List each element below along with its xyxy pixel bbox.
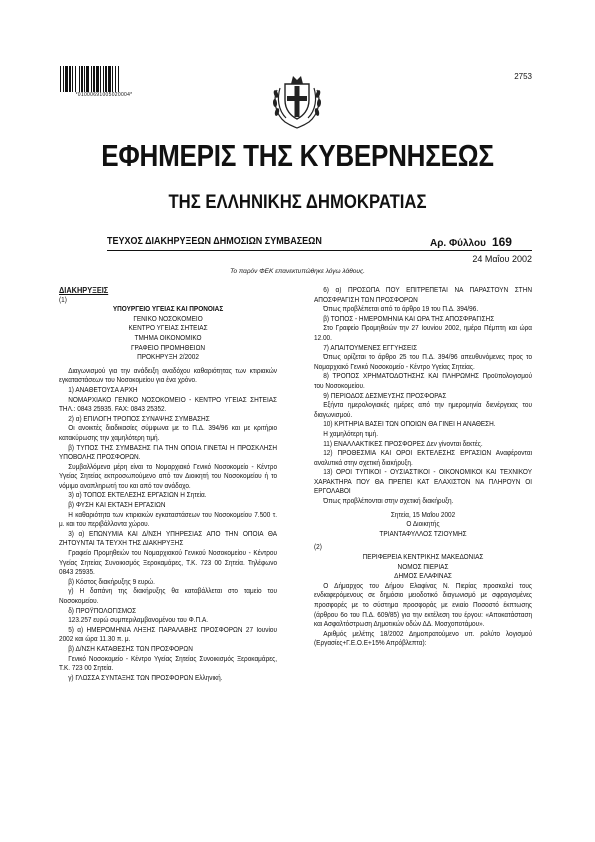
sheet-number-block [430, 235, 512, 249]
authority-line: ΓΕΝΙΚΟ ΝΟΣΟΚΟΜΕΙΟ [133, 315, 203, 323]
notice-paragraph: Οι ανοικτές διαδικασίες σύμφωνα με το Π.Δ. 394/96 και με κριτήριο κατακύρωσης την χαμηλότερη τιμή. [59, 425, 278, 442]
barcode-number: *01000691005020004* [75, 92, 133, 98]
authority-line: ΚΕΝΤΡΟ ΥΓΕΙΑΣ ΣΗΤΕΙΑΣ [128, 325, 208, 333]
place-date: Σητεία, 15 Μαΐου 2002 [390, 511, 456, 519]
notice-paragraph: γ) ΓΛΩΣΣΑ ΣΥΝΤΑΞΗΣ ΤΩΝ ΠΡΟΣΦΟΡΩΝ Ελληνική. [68, 674, 223, 682]
notice-paragraph: β) ΤΟΠΟΣ - ΗΜΕΡΟΜΗΝΙΑ ΚΑΙ ΩΡΑ ΤΗΣ ΑΠΟΣΦΡΑΓΙΣΗΣ [323, 315, 495, 323]
notice-paragraph: 8) ΤΡΟΠΟΣ ΧΡΗΜΑΤΟΔΟΤΗΣΗΣ ΚΑΙ ΠΛΗΡΩΜΗΣ Προϋπολογισμού του Νοσοκομείου. [314, 373, 533, 390]
notice-paragraph: Αριθμός μελέτης 18/2002 Δημοπρατούμενο υπ. ρολύτο λογισμού (Εργασίες+Γ.Ε.Ο.Ε+15% Απρόβλεπτα): [314, 630, 533, 648]
notice-paragraph: 3) α) ΕΠΩΝΥΜΙΑ ΚΑΙ Δ/ΝΣΗ ΥΠΗΡΕΣΙΑΣ ΑΠΟ ΤΗΝ ΟΠΟΙΑ ΘΑ ΖΗΤΟΥΝΤΑΙ ΤΑ ΤΕΥΧΗ ΤΗΣ ΔΙΑΚΗΡΥΞΗΣ [59, 530, 278, 548]
authority-line: ΤΜΗΜΑ ΟΙΚΟΝΟΜΙΚΟ [134, 334, 202, 342]
notice-paragraph: δ) ΠΡΟΫΠΟΛΟΓΙΣΜΟΣ [68, 607, 137, 615]
signer-name: ΤΡΙΑΝΤΑΦΥΛΛΟΣ ΤΖΙΟΥΜΗΣ [379, 530, 467, 538]
issue-date: 24 Μαΐου 2002 [472, 254, 532, 264]
notice-paragraph: Όπως προβλέπονται στην σχετική διακήρυξη. [323, 498, 454, 506]
notice-paragraph: Όπως ορίζεται το άρθρο 25 του Π.Δ. 394/96 απευθυνόμενες προς το Νομαρχιακό Γενικό Νοσοκομείο - Κέντρο Υγείας Σητείας. [314, 354, 533, 371]
issue-type: ΤΕΥΧΟΣ ΔΙΑΚΗΡΥΞΕΩΝ ΔΗΜΟΣΙΩΝ ΣΥΜΒΑΣΕΩΝ [107, 236, 322, 247]
signer-title: Ο Διοικητής [406, 521, 440, 529]
gazette-subtitle: ΤΗΣ ΕΛΛΗΝΙΚΗΣ ΔΗΜΟΚΡΑΤΙΑΣ [168, 192, 427, 213]
notice-paragraph: 13) ΟΡΟΙ ΤΥΠΙΚΟΙ - ΟΥΣΙΑΣΤΙΚΟΙ - ΟΙΚΟΝΟΜΙΚΟΙ ΚΑΙ ΤΕΧΝΙΚΟΥ ΧΑΡΑΚΤΗΡΑ ΠΟΥ ΘΑ ΠΡΕΠΕΙ ΚΑΤ ΕΛΑΧΙΣΤΟΝ ΝΑ ΠΛΗΡΟΥΝ ΟΙ ΕΡΓΟΛΑΒΟΙ [314, 469, 533, 496]
coat-of-arms-emblem [269, 70, 325, 130]
authority-line: ΔΗΜΟΣ ΕΛΑΦΙΝΑΣ [394, 573, 452, 581]
notice-paragraph: 123.257 ευρώ συμπεριλαμβανομένου του Φ.Π.Α. [68, 617, 209, 625]
notice-paragraph: 2) α) ΕΠΙΛΟΓΗ ΤΡΟΠΟΣ ΣΥΝΑΨΗΣ ΣΥΜΒΑΣΗΣ [68, 415, 210, 423]
authority-line: ΥΠΟΥΡΓΕΙΟ ΥΓΕΙΑΣ ΚΑΙ ΠΡΟΝΟΙΑΣ [112, 306, 224, 314]
authority-line: ΠΕΡΙΦΕΡΕΙΑ ΚΕΝΤΡΙΚΗΣ ΜΑΚΕΔΟΝΙΑΣ [362, 554, 484, 562]
authority-line: ΓΡΑΦΕΙΟ ΠΡΟΜΗΘΕΙΩΝ [131, 344, 206, 352]
sheet-number: 169 [491, 235, 512, 249]
notice-paragraph: 7) ΑΠΑΙΤΟΥΜΕΝΕΣ ΕΓΓΥΗΣΕΙΣ [323, 344, 418, 352]
page-number: 2753 [514, 72, 532, 81]
notice-number-2: (2) [314, 544, 322, 552]
notice-paragraph: 1) ΑΝΑΘΕΤΟΥΣΑ ΑΡΧΗ [68, 386, 138, 394]
right-column [314, 286, 532, 649]
header-rule [107, 250, 532, 251]
notice-paragraph: Η καθαριότητα των κτιριακών εγκαταστάσεων του Νοσοκομείου 7.500 τ. μ. και του περιβάλλοντα χώρου. [59, 511, 278, 529]
notice-paragraph: Γραφείο Προμηθειών του Νομαρχιακού Γενικού Νοσοκομείου - Κέντρου Υγείας Σητείας Συνοικισμός Ξεροκαμάρες, Τ.Κ. 723 00 Σητεία. Τηλέφωνο 0843 25935. [59, 550, 278, 577]
notice-paragraph: 11) ΕΝΑΛΛΑΚΤΙΚΕΣ ΠΡΟΣΦΟΡΕΣ Δεν γίνονται δεκτές. [323, 440, 483, 448]
notice-paragraph: ΝΟΜΑΡΧΙΑΚΟ ΓΕΝΙΚΟ ΝΟΣΟΚΟΜΕΙΟ - ΚΕΝΤΡΟ ΥΓΕΙΑΣ ΣΗΤΕΙΑΣ ΤΗΛ.: 0843 25935. FAX: 0843 25352. [59, 396, 278, 414]
notice-paragraph: β) Δ/ΝΣΗ ΚΑΤΑΘΕΣΗΣ ΤΩΝ ΠΡΟΣΦΟΡΩΝ [68, 645, 193, 653]
notice-paragraph: β) Κόστος διακήρυξης 9 ευρώ. [68, 578, 155, 586]
authority-line: ΝΟΜΟΣ ΠΙΕΡΙΑΣ [397, 563, 449, 571]
gazette-masthead: ΕΦΗΜΕΡΙΣ ΤΗΣ ΚΥΒΕΡΝΗΣΕΩΣ [101, 138, 494, 173]
notice-paragraph: β) ΦΥΣΗ ΚΑΙ ΕΚΤΑΣΗ ΕΡΓΑΣΙΩΝ [68, 502, 166, 510]
barcode-image [60, 66, 148, 92]
notice-paragraph: Εξήντα ημερολογιακές ημέρες από την ημερομηνία διενέργειας του διαγωνισμού. [314, 402, 533, 419]
notice-paragraph: Η χαμηλότερη τιμή. [323, 430, 378, 438]
notice-paragraph: Ο Δήμαρχος του Δήμου Ελαφίνας Ν. Πιερίας προσκαλεί τους ενδιαφερόμενους σε δημόσιο μειοδοτικό διαγωνισμό με σφραγισμένες προσφορές με το σύστημα προσφοράς με ενιαίο Ποσοστό έκπτωσης (άρθρου 6ο του Π.Δ. 609/85) για την εκτέλεση του έργου: «Αποκατάσταση και Ασφαλτόστρωση Δημοτικών οδών ΔΔ. Μοσχοποτάμου». [314, 582, 533, 629]
notice-number-1: (1) [59, 296, 67, 304]
notice-paragraph: Διαγωνισμού για την ανάδειξη αναδόχου καθαριότητας των κτιριακών εγκαταστάσεων του Νοσοκομείου για ένα χρόνο. [59, 367, 278, 385]
notice-paragraph: 6) α) ΠΡΟΣΩΠΑ ΠΟΥ ΕΠΙΤΡΕΠΕΤΑΙ ΝΑ ΠΑΡΑΣΤΟΥΝ ΣΤΗΝ ΑΠΟΣΦΡΑΓΙΣΗ ΤΩΝ ΠΡΟΣΦΟΡΩΝ [314, 287, 533, 304]
notice-paragraph: 5) α) ΗΜΕΡΟΜΗΝΙΑ ΛΗΞΗΣ ΠΑΡΑΛΑΒΗΣ ΠΡΟΣΦΟΡΩΝ 27 Ιουνίου 2002 και ώρα 11.30 π. μ. [59, 626, 278, 644]
notice-paragraph: β) ΤΥΠΟΣ ΤΗΣ ΣΥΜΒΑΣΗΣ ΓΙΑ ΤΗΝ ΟΠΟΙΑ ΓΙΝΕΤΑΙ Η ΠΡΟΣΚΛΗΣΗ ΥΠΟΒΟΛΗΣ ΠΡΟΣΦΟΡΩΝ. [59, 444, 278, 462]
notice-paragraph: Όπως προβλέπεται από το άρθρο 19 του Π.Δ. 394/96. [323, 306, 479, 314]
notice-paragraph: 3) α) ΤΟΠΟΣ ΕΚΤΕΛΕΣΗΣ ΕΡΓΑΣΙΩΝ Η Σητεία. [68, 492, 207, 500]
notice-paragraph: 9) ΠΕΡΙΟΔΟΣ ΔΕΣΜΕΥΣΗΣ ΠΡΟΣΦΟΡΑΣ [323, 392, 447, 400]
notice-paragraph: γ) Η δαπάνη της διακήρυξης θα καταβάλλεται στο ταμείο του Νοσοκομείου. [59, 588, 278, 605]
left-column [59, 286, 277, 683]
reissue-note: Το παρόν ΦΕΚ επανεκτυπώθηκε λόγω λάθους. [230, 268, 365, 275]
section-heading: ΔΙΑΚΗΡΥΞΕΙΣ [59, 286, 109, 295]
sheet-label: Αρ. Φύλλου [430, 238, 486, 249]
notice-paragraph: 10) ΚΡΙΤΗΡΙΑ ΒΑΣΕΙ ΤΩΝ ΟΠΟΙΩΝ ΘΑ ΓΙΝΕΙ Η ΑΝΑΘΕΣΗ. [323, 421, 496, 429]
notice-paragraph: Συμβαλλόμενα μέρη είναι το Νομαρχιακό Γενικό Νοσοκομείο - Κέντρο Υγείας Σητείας εκπροσωπούμενο από τον Διοικητή του Νοσοκομείου ή το νόμιμο αναπληρωτή του και από τον ανάδοχο. [59, 463, 278, 490]
authority-line: ΠΡΟΚΗΡΥΞΗ 2/2002 [137, 354, 199, 362]
notice-paragraph: Στο Γραφείο Προμηθειών την 27 Ιουνίου 2002, ημέρα Πέμπτη και ώρα 12.00. [314, 325, 533, 342]
notice-paragraph: Γενικό Νοσοκομείο - Κέντρο Υγείας Σητείας Συνοικισμός Ξεροκαμάρες, Τ.Κ. 723 00 Σητεία. [59, 655, 278, 673]
notice-paragraph: 12) ΠΡΟΘΕΣΜΙΑ ΚΑΙ ΟΡΟΙ ΕΚΤΕΛΕΣΗΣ ΕΡΓΑΣΙΩΝ Αναφέρονται αναλυτικά στην σχετική διακήρυξη. [314, 450, 533, 467]
